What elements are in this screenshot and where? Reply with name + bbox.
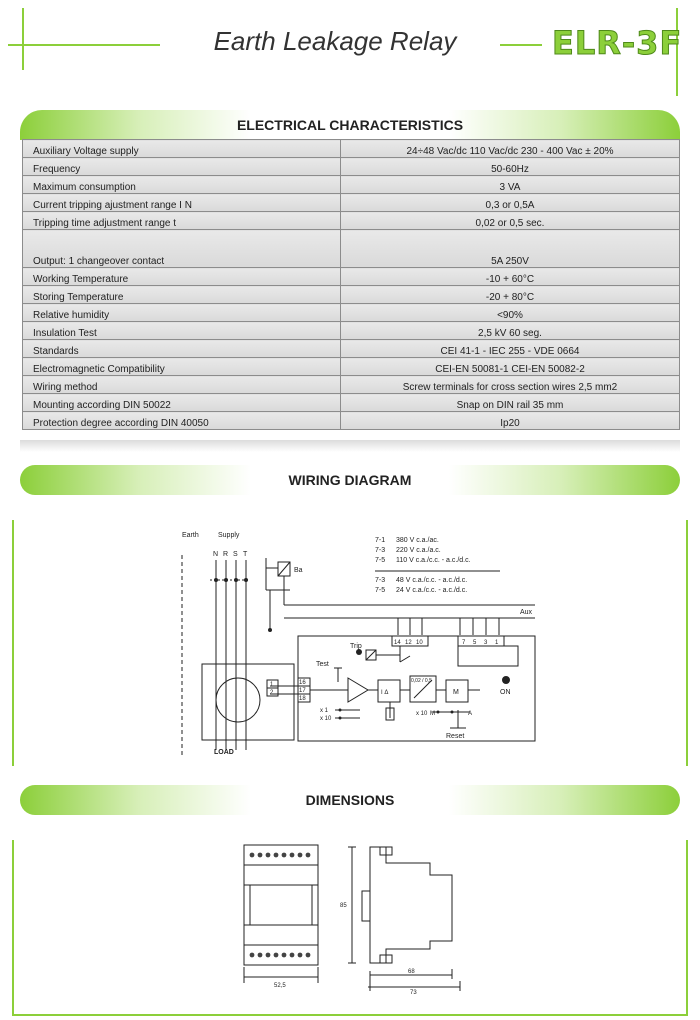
dimensions-drawing [230,835,480,995]
phase-r: R [223,551,229,558]
spec-row [23,376,680,394]
spec-value: 2,5 kV 60 seg. [341,322,680,340]
voltage-pins-1: 7-1 [375,537,386,544]
label-aux: Aux [520,609,533,616]
aux-terminal-7: 7 [462,640,466,646]
header-line-left [8,44,160,46]
spec-label: Electromagnetic Compatibility [23,358,341,376]
dimensions-side-line-right [686,840,688,1016]
voltage-text-1: 380 V c.a./ac. [396,537,439,544]
voltage-pins-3: 7-5 [375,557,386,564]
spec-row [23,194,680,212]
label-x10-right: x 10 [416,711,428,717]
label-a: A [468,711,473,717]
contact-14: 14 [394,640,401,646]
table-shadow [20,440,680,452]
specs-table [22,139,680,430]
spec-row [23,394,680,412]
spec-row [23,340,680,358]
label-earth: Earth [182,532,199,539]
spec-row [23,230,680,268]
spec-value: 5A 250V [341,230,680,268]
label-test: Test [316,661,329,668]
input-terminal-18: 18 [299,696,306,702]
spec-label: Auxiliary Voltage supply [23,140,341,158]
spec-label: Wiring method [23,376,341,394]
spec-value: 24÷48 Vac/dc 110 Vac/dc 230 - 400 Vac ± 20% [341,140,680,158]
phase-s: S [233,551,238,558]
label-reset: Reset [446,733,465,740]
voltage-text-2: 220 V c.a./a.c. [396,547,441,554]
spec-value: Screw terminals for cross section wires 2,5 mm2 [341,376,680,394]
spec-label: Protection degree according DIN 40050 [23,412,341,430]
footer-line [12,1014,688,1016]
label-m-right: M [430,711,435,717]
label-i-delta: I Δ [381,690,389,696]
dim-depth-73: 73 [410,990,417,995]
aux-terminal-3: 3 [484,640,488,646]
spec-row [23,176,680,194]
label-x1: x 1 [320,708,329,714]
spec-value: 0,3 or 0,5A [341,194,680,212]
voltage-text-4: 48 V c.a./c.c. - a.c./d.c. [396,577,468,584]
wiring-side-line-left [12,520,14,766]
spec-label: Standards [23,340,341,358]
dimensions-side-line-left [12,840,14,1016]
section-dimensions: DIMENSIONS [20,785,680,815]
spec-label: Mounting according DIN 50022 [23,394,341,412]
label-supply: Supply [218,532,240,539]
contact-10: 10 [416,640,423,646]
label-m: M [453,689,459,696]
spec-row [23,212,680,230]
ct-terminal-1: 1 [270,682,274,688]
spec-value: 3 VA [341,176,680,194]
dim-front-width: 52,5 [274,983,286,989]
spec-label: Frequency [23,158,341,176]
spec-value: -20 + 80°C [341,286,680,304]
phase-n: N [213,551,219,558]
spec-row [23,322,680,340]
spec-value: CEI 41-1 - IEC 255 - VDE 0664 [341,340,680,358]
spec-value: <90% [341,304,680,322]
voltage-pins-5: 7-5 [375,587,386,594]
voltage-text-3: 110 V c.a./c.c. - a.c./d.c. [396,557,471,564]
spec-label: Insulation Test [23,322,341,340]
label-load: LOAD [214,749,234,756]
model-logo: ELR-3F [552,24,683,62]
voltage-pins-2: 7-3 [375,547,386,554]
wiring-diagram [170,520,540,765]
spec-row [23,286,680,304]
section-wiring-diagram: WIRING DIAGRAM [20,465,680,495]
header-line-left-vertical [22,8,24,70]
section-electrical-characteristics: ELECTRICAL CHARACTERISTICS [20,110,680,140]
input-terminal-17: 17 [299,688,306,694]
spec-value: Snap on DIN rail 35 mm [341,394,680,412]
spec-value: 50-60Hz [341,158,680,176]
spec-row [23,304,680,322]
dim-height: 85 [340,903,347,909]
spec-value: -10 + 60°C [341,268,680,286]
label-on: ON [500,689,511,696]
spec-row [23,412,680,430]
page-title: Earth Leakage Relay [213,26,457,56]
spec-label: Relative humidity [23,304,341,322]
spec-label: Working Temperature [23,268,341,286]
spec-row [23,358,680,376]
spec-value: CEI-EN 50081-1 CEI-EN 50082-2 [341,358,680,376]
aux-terminal-1: 1 [495,640,499,646]
spec-row [23,268,680,286]
aux-terminal-5: 5 [473,640,477,646]
spec-label: Current tripping ajustment range I N [23,194,341,212]
dim-depth-68: 68 [408,969,415,975]
spec-label: Tripping time adjustment range t [23,212,341,230]
voltage-text-5: 24 V c.a./c.c. - a.c./d.c. [396,587,468,594]
ct-terminal-2: 2 [270,690,274,696]
label-time: 0,02 / 0,5 [411,678,432,684]
wiring-side-line-right [686,520,688,766]
spec-value: 0,02 or 0,5 sec. [341,212,680,230]
contact-12: 12 [405,640,412,646]
spec-label: Output: 1 changeover contact [23,230,341,268]
spec-row [23,158,680,176]
spec-row [23,140,680,158]
input-terminal-16: 16 [299,680,306,686]
label-x10: x 10 [320,716,332,722]
spec-value: Ip20 [341,412,680,430]
label-relay: Ba [294,567,303,574]
spec-label: Maximum consumption [23,176,341,194]
phase-t: T [243,551,248,558]
voltage-pins-4: 7-3 [375,577,386,584]
spec-label: Storing Temperature [23,286,341,304]
label-trip: Trip [350,643,362,650]
